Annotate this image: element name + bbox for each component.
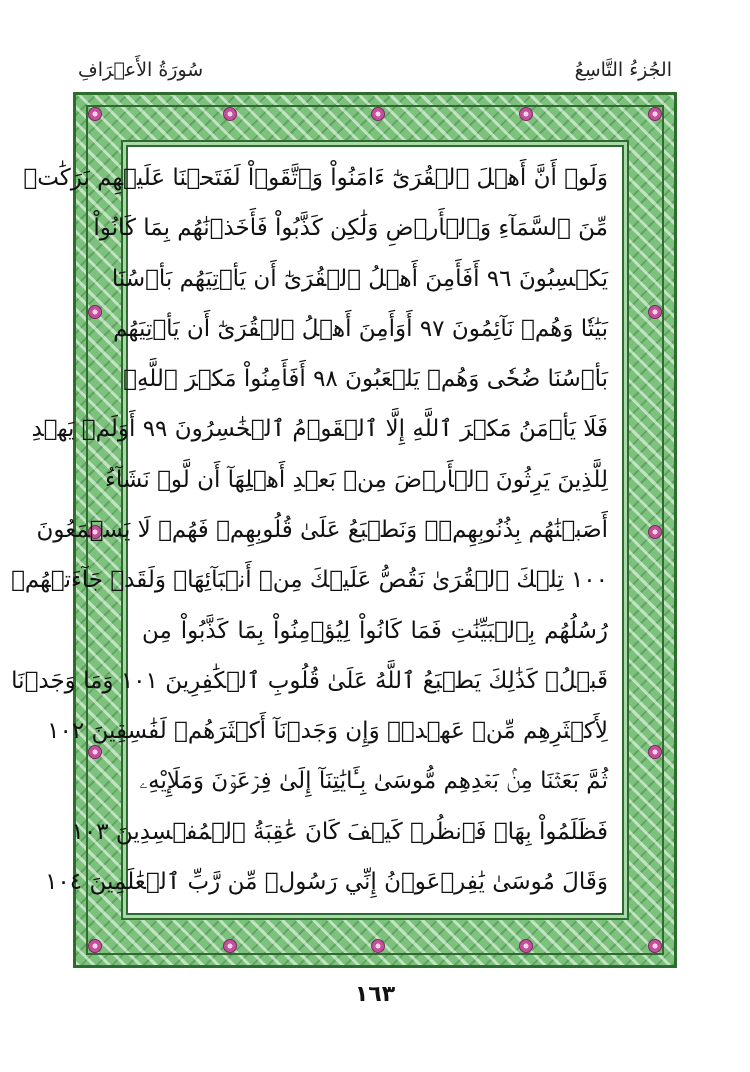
verse-line: بَيَٰتٗا وَهُمۡ نَآئِمُونَ ٩٧ أَوَأَمِنَ أَهۡلُ ٱلۡقُرَىٰٓ أَن يَأۡتِيَهُم [113,315,608,342]
verse-line: أَصَبۡنَٰهُم بِذُنُوبِهِمۡۚ وَنَطۡبَعُ عَلَىٰ قُلُوبِهِمۡ فَهُمۡ لَا يَسۡمَعُونَ [36,516,608,543]
verse-line: فَلَا يَأۡمَنُ مَكۡرَ ٱللَّهِ إِلَّا ٱلۡقَوۡمُ ٱلۡخَٰسِرُونَ ٩٩ أَوَلَمۡ يَهۡدِ [31,416,608,443]
ornament-icon [648,939,662,953]
ornament-icon [648,745,662,759]
verse-line: ثُمَّ بَعَثۡنَا مِنۢ بَعۡدِهِم مُّوسَىٰ بِـَٔايَٰتِنَآ إِلَىٰ فِرۡعَوۡنَ وَمَلَإِيْهِۦ [139,768,608,795]
ornament-icon [648,107,662,121]
verse-line: فَظَلَمُواْ بِهَاۖ فَٱنظُرۡ كَيۡفَ كَانَ عَٰقِبَةُ ٱلۡمُفۡسِدِينَ ١٠٣ [71,818,608,845]
ornament-icon [519,939,533,953]
verse-line: رُسُلُهُم بِٱلۡبَيِّنَٰتِ فَمَا كَانُواْ لِيُؤۡمِنُواْ بِمَا كَذَّبُواْ مِن [142,617,608,644]
juz-title: الجُزءُ التَّاسِعُ [574,59,672,81]
verse-line: وَلَوۡ أَنَّ أَهۡلَ ٱلۡقُرَىٰٓ ءَامَنُواْ وَٱتَّقَوۡاْ لَفَتَحۡنَا عَلَيۡهِم بَرَكَٰتٖ [23,165,608,191]
page-number: ١٦٣ [354,982,396,1007]
verse-line: قَبۡلُۚ كَذَٰلِكَ يَطۡبَعُ ٱللَّهُ عَلَىٰ قُلُوبِ ٱلۡكَٰفِرِينَ ١٠١ وَمَا وَجَدۡنَا [11,667,608,694]
ornament-icon [648,525,662,539]
verse-line: لِأَكۡثَرِهِم مِّنۡ عَهۡدٖۖ وَإِن وَجَدۡنَآ أَكۡثَرَهُمۡ لَفَٰسِقِينَ ١٠٢ [47,718,608,745]
ornament-icon [648,305,662,319]
surah-title: سُورَةُ الأَعۡرَافِ [78,59,204,81]
page-header [78,52,672,88]
verse-line: وَقَالَ مُوسَىٰ يَٰفِرۡعَوۡنُ إِنِّي رَسُولٞ مِّن رَّبِّ ٱلۡعَٰلَمِينَ ١٠٤ [45,868,608,895]
verse-line: ١٠٠ تِلۡكَ ٱلۡقُرَىٰ نَقُصُّ عَلَيۡكَ مِنۡ أَنۢبَآئِهَاۚ وَلَقَدۡ جَآءَتۡهُمۡ [11,567,608,594]
ornament-icon [371,939,385,953]
ornament-icon [223,107,237,121]
verse-line: مِّنَ ٱلسَّمَآءِ وَٱلۡأَرۡضِ وَلَٰكِن كَذَّبُواْ فَأَخَذۡنَٰهُم بِمَا كَانُواْ [93,215,608,242]
verse-line: لِلَّذِينَ يَرِثُونَ ٱلۡأَرۡضَ مِنۢ بَعۡدِ أَهۡلِهَآ أَن لَّوۡ نَشَآءُ [105,466,608,493]
ornament-icon [519,107,533,121]
ornament-icon [223,939,237,953]
ornament-icon [88,939,102,953]
ornament-icon [88,305,102,319]
quran-text-panel [11,145,624,915]
ornament-icon [88,107,102,121]
verse-line: يَكۡسِبُونَ ٩٦ أَفَأَمِنَ أَهۡلُ ٱلۡقُرَىٰٓ أَن يَأۡتِيَهُم بَأۡسُنَا [111,265,608,292]
verse-line: بَأۡسُنَا ضُحٗى وَهُمۡ يَلۡعَبُونَ ٩٨ أَفَأَمِنُواْ مَكۡرَ ٱللَّهِۚ [123,366,608,393]
ornament-icon [371,107,385,121]
